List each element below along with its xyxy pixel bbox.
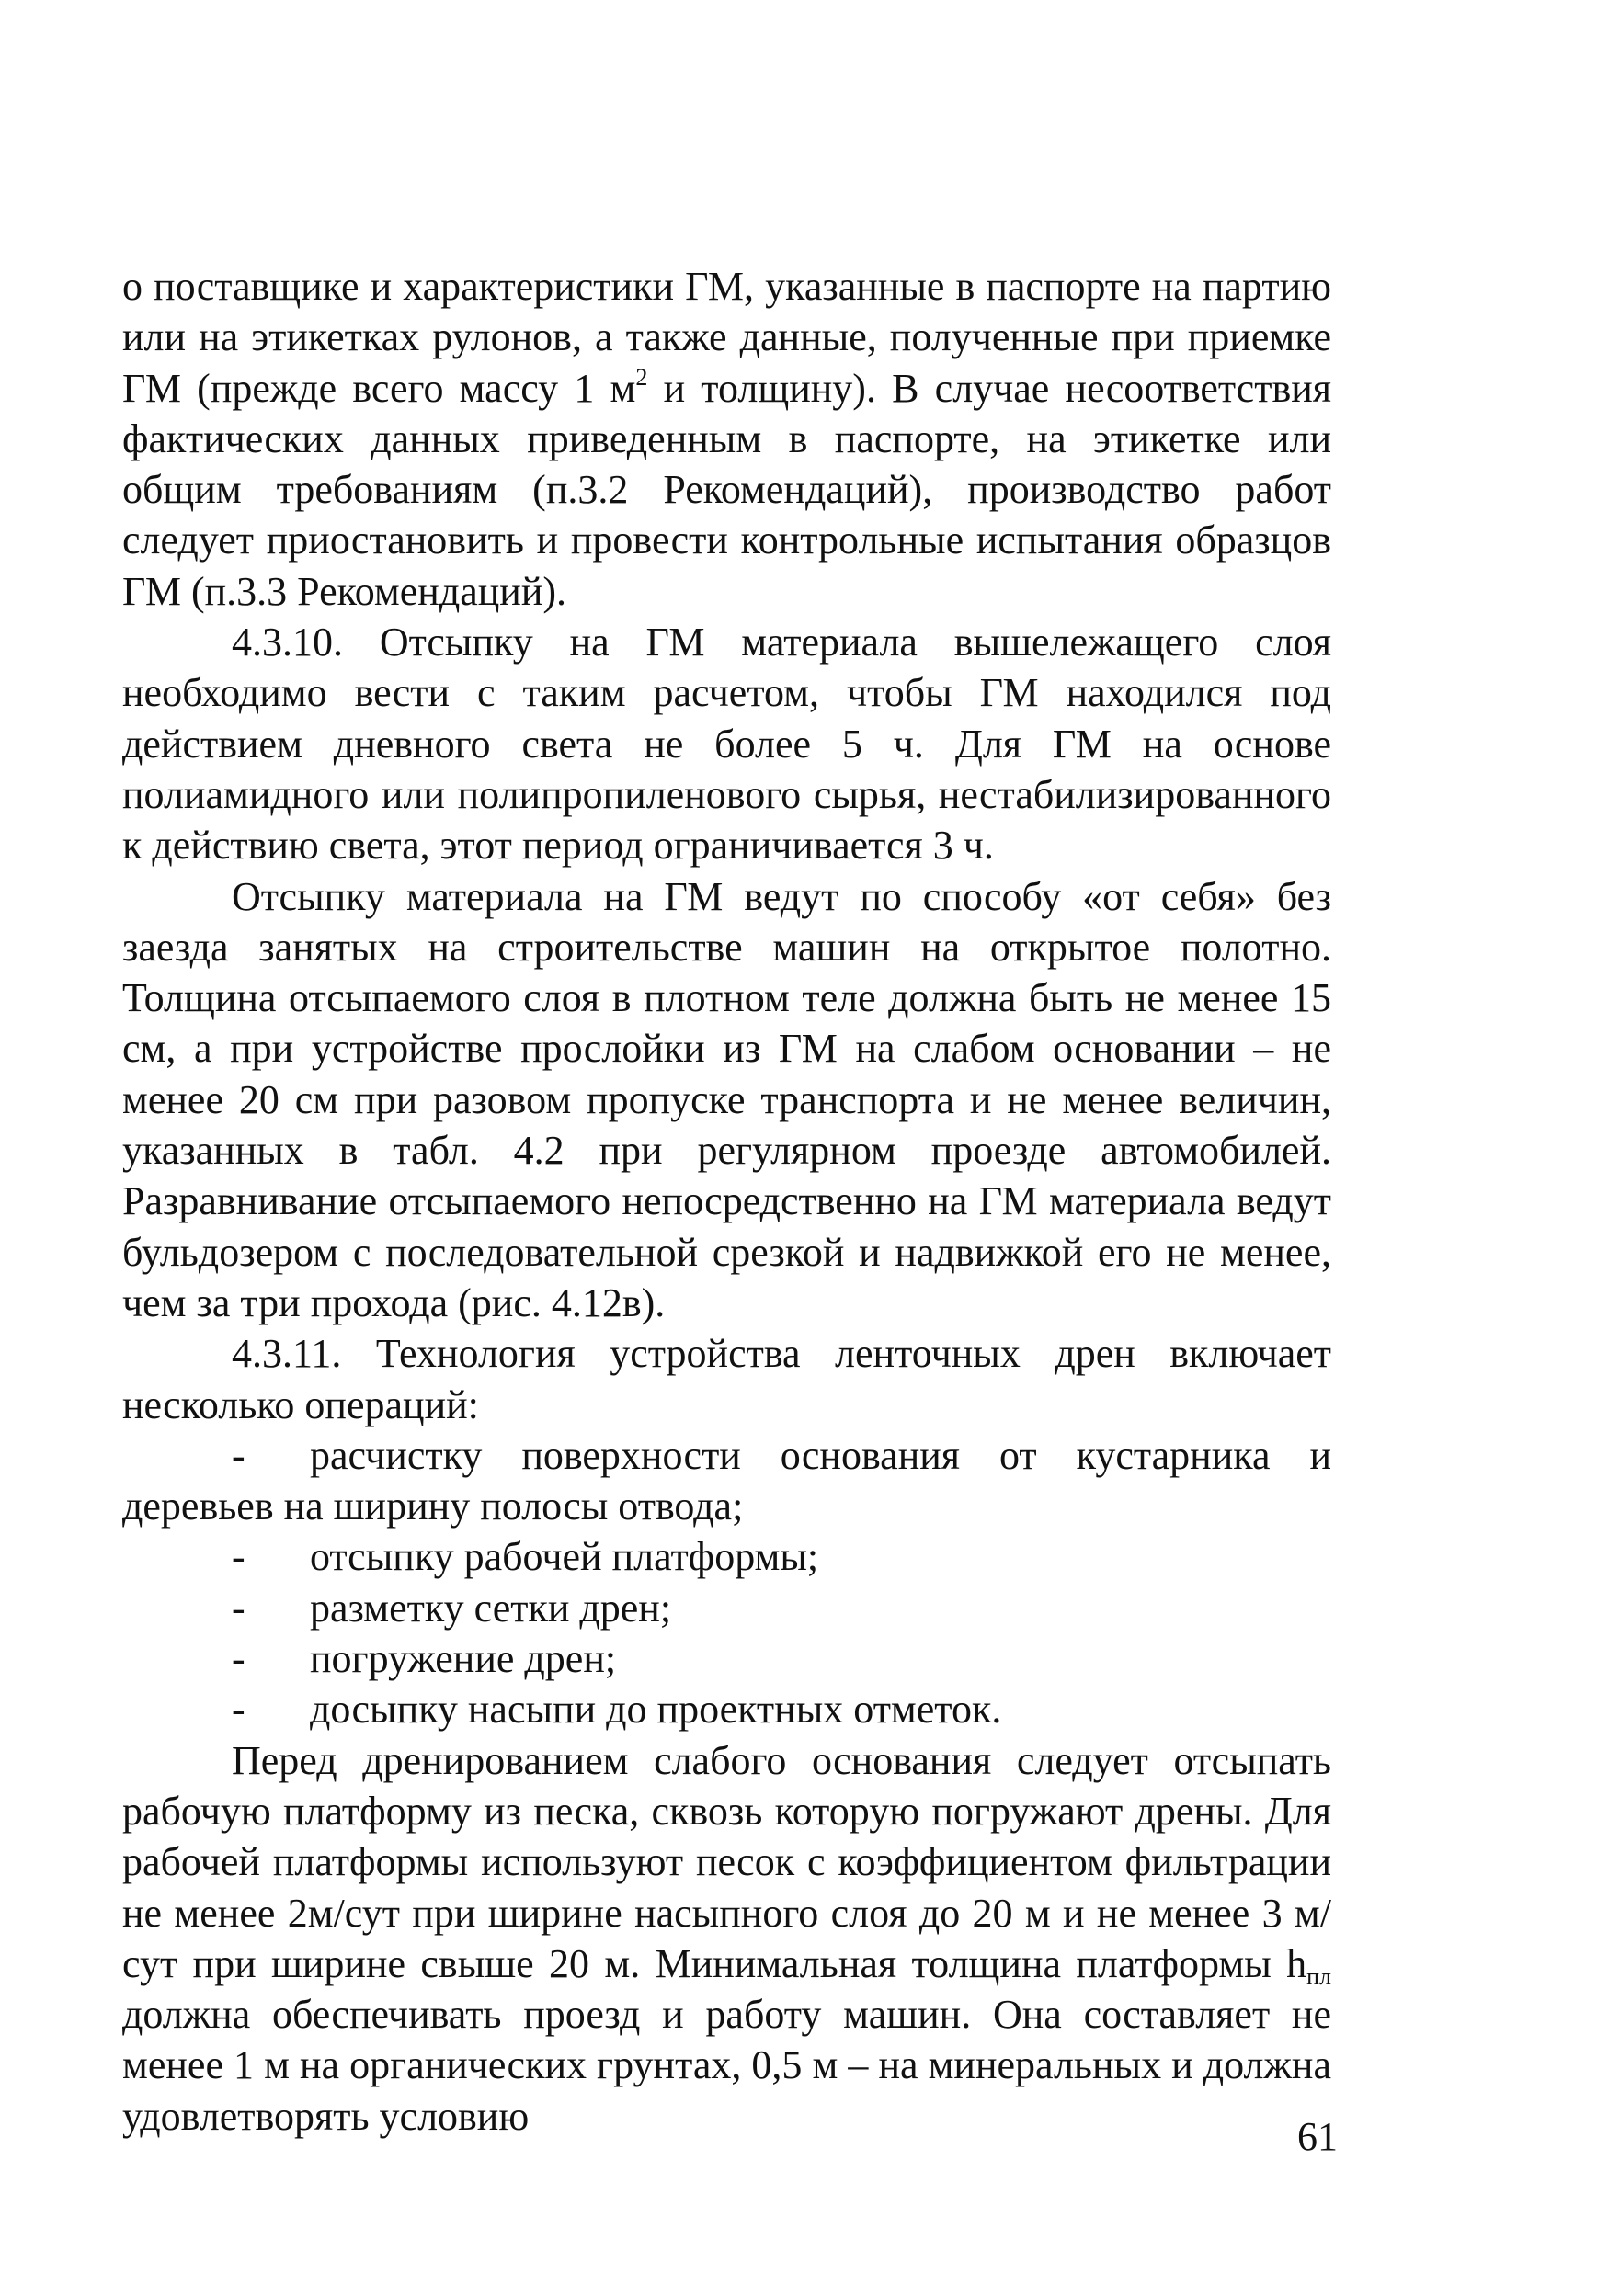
paragraph-fill-method: Отсыпку материала на ГМ ведут по способу «от себя» без заезда занятых на строительстве машин на открытое полотно. Толщина отсыпаемого слоя в плотном теле должна быть не менее 15 см, а при устройстве прослойки из ГМ на слабом основании – не менее 20 см при разовом пропуске транспорта и не менее величин, указанных в табл. 4.2 при регулярном проезде автомобилей. Разравнивание отсыпаемого непосредственно на ГМ материала ведут бульдозером с последовательной срезкой и надвижкой его не менее, чем за три прохода (рис. 4.12в). bbox=[122, 873, 1331, 1325]
paragraph-supplier-characteristics bbox=[122, 261, 1331, 617]
paragraph-text: должна обеспечивать проезд и работу машин. Она составляет не менее 1 м на органических грунтах, 0,5 м – на минеральных и должна удовлетворять условию bbox=[122, 1992, 1331, 2139]
list-dash: - bbox=[232, 1687, 245, 1733]
paragraph-text: Перед дренированием слабого основания следует отсыпать рабочую платформу из песка, сквозь которую погружают дрены. Для рабочей платформы используют песок с коэффициентом фильтрации не менее 2м/сут при ширине насыпного слоя до 20 м и не менее 3 м/сут при ширине свыше 20 м. Минимальная толщина платформы h bbox=[122, 1737, 1331, 1986]
list-item-text: погружение дрен; bbox=[310, 1636, 617, 1682]
list-item bbox=[122, 1583, 1331, 1633]
list-item bbox=[122, 1531, 1331, 1582]
list-item bbox=[122, 1684, 1331, 1734]
list-item bbox=[122, 1633, 1331, 1684]
page-body bbox=[122, 261, 1331, 2142]
paragraph-text: и толщину). В случае несоответствия фактических данных приведенным в паспорте, на этикетке или общим требованиям (п.3.2 Рекомендаций), производство работ следует приостановить и провести контрольные испытания образцов ГМ (п.3.3 Рекомендаций). bbox=[122, 365, 1331, 614]
list-item bbox=[122, 1430, 1331, 1532]
list-dash: - bbox=[232, 1636, 245, 1682]
list-dash: - bbox=[232, 1432, 245, 1478]
list-dash: - bbox=[232, 1534, 245, 1580]
list-item-text: расчистку поверхности основания от кустарника и деревьев на ширину полосы отвода; bbox=[122, 1432, 1331, 1529]
list-dash: - bbox=[232, 1585, 245, 1631]
subscript-pl: пл bbox=[1306, 1962, 1331, 1990]
list-item-text: отсыпку рабочей платформы; bbox=[310, 1534, 819, 1580]
page-number: 61 bbox=[1297, 2114, 1338, 2159]
paragraph-working-platform bbox=[122, 1735, 1331, 2142]
paragraph-4-3-11: 4.3.11. Технология устройства ленточных дрен включает несколько операций: bbox=[122, 1331, 1331, 1427]
list-item-text: досыпку насыпи до проектных отметок. bbox=[310, 1687, 1002, 1733]
list-item-text: разметку сетки дрен; bbox=[310, 1585, 672, 1631]
superscript-2: 2 bbox=[635, 363, 648, 391]
paragraph-4-3-10: 4.3.10. Отсыпку на ГМ материала вышележащего слоя необходимо вести с таким расчетом, чтобы ГМ находился под действием дневного света не более 5 ч. Для ГМ на основе полиамидного или полипропиленового сырья, нестабилизированного к действию света, этот период ограничивается 3 ч. bbox=[122, 619, 1331, 869]
paragraph-text: о поставщике и характеристики ГМ, указанные в паспорте на партию или на этикетках рулонов, а также данные, полученные при приемке ГМ (прежде всего массу 1 м bbox=[122, 264, 1331, 411]
